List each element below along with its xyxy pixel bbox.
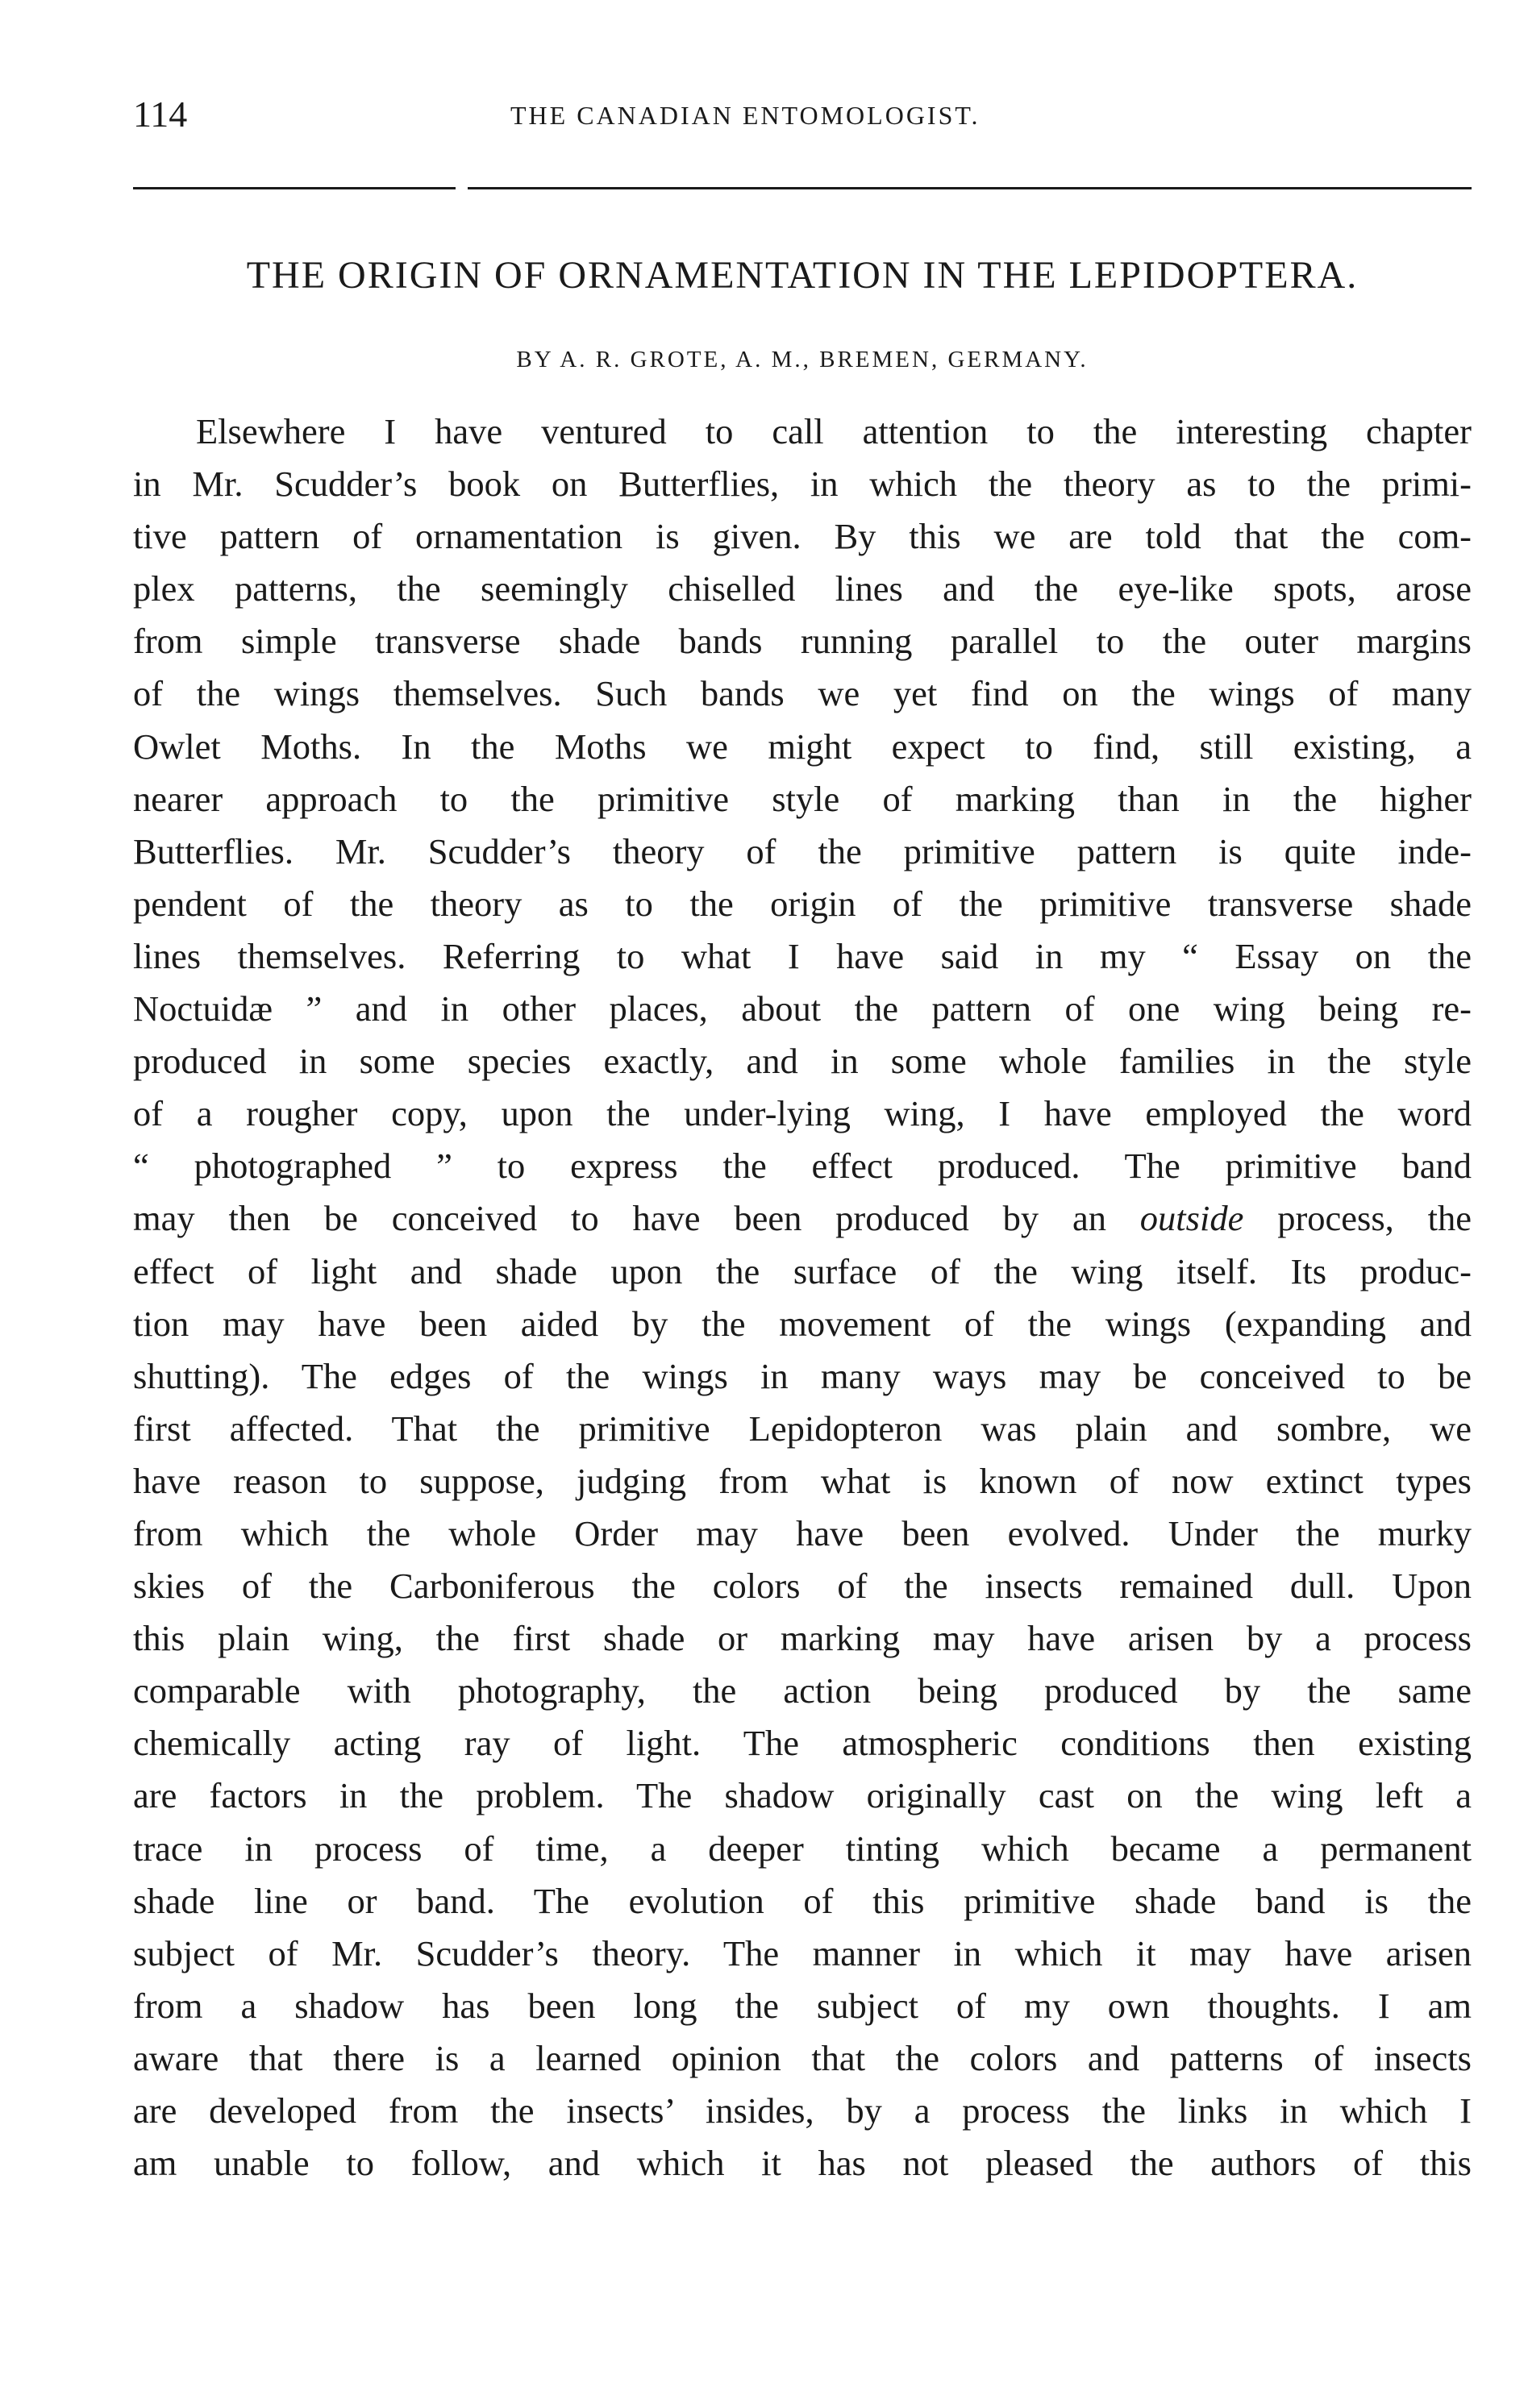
running-head	[133, 90, 1472, 147]
text-line: “ photographed ” to express the effect produced. The primitive band	[133, 1146, 1472, 1187]
text-line: shutting). The edges of the wings in many ways may be conceived to be	[133, 1355, 1472, 1396]
header-rule-right	[468, 187, 1472, 189]
page-number: 114	[133, 94, 188, 135]
article-body	[133, 405, 1472, 2190]
text-segment: process, the	[1243, 1198, 1472, 1239]
text-line: subject of Mr. Scudder’s theory. The manner in which it may have arisen	[133, 1932, 1472, 1973]
text-line: produced in some species exactly, and in some whole families in the style	[133, 1041, 1472, 1082]
text-line: of a rougher copy, upon the under-lying wing, I have employed the word	[133, 1093, 1472, 1134]
text-line: nearer approach to the primitive style of marking than in the higher	[133, 778, 1472, 819]
text-line: effect of light and shade upon the surface of the wing itself. Its produc-	[133, 1250, 1472, 1291]
text-line: in Mr. Scudder’s book on Butterflies, in which the theory as to the primi-	[133, 464, 1472, 505]
text-line: comparable with photography, the action being produced by the same	[133, 1670, 1472, 1711]
text-line: Butterflies. Mr. Scudder’s theory of the primitive pattern is quite inde-	[133, 830, 1472, 871]
text-line: am unable to follow, and which it has not pleased the authors of this	[133, 2143, 1472, 2184]
text-line: Elsewhere I have ventured to call attention to the interesting chapter	[196, 411, 1472, 451]
text-line: from simple transverse shade bands running parallel to the outer margins	[133, 621, 1472, 662]
text-line: shade line or band. The evolution of this primitive shade band is the	[133, 1880, 1472, 1921]
text-line: tive pattern of ornamentation is given. By this we are told that the com-	[133, 516, 1472, 557]
text-line: trace in process of time, a deeper tinting which became a permanent	[133, 1828, 1472, 1869]
text-line: from a shadow has been long the subject of my own thoughts. I am	[133, 1985, 1472, 2026]
text-line: have reason to suppose, judging from what is known of now extinct types	[133, 1460, 1472, 1501]
text-line: plex patterns, the seemingly chiselled lines and the eye-like spots, arose	[133, 568, 1472, 609]
journal-title: THE CANADIAN ENTOMOLOGIST.	[510, 101, 981, 130]
article-title: THE ORIGIN OF ORNAMENTATION IN THE LEPIDOPTERA.	[246, 254, 1359, 297]
header-rule-left	[133, 187, 456, 189]
text-line: from which the whole Order may have been evolved. Under the murky	[133, 1512, 1472, 1553]
text-line: chemically acting ray of light. The atmospheric conditions then existing	[133, 1723, 1472, 1764]
text-line	[133, 1192, 1472, 1245]
text-line: Noctuidæ ” and in other places, about the pattern of one wing being re-	[133, 988, 1472, 1029]
text-line: aware that there is a learned opinion that the colors and patterns of insects	[133, 2037, 1472, 2078]
text-line: lines themselves. Referring to what I have said in my “ Essay on the	[133, 935, 1472, 976]
article-byline: BY A. R. GROTE, A. M., BREMEN, GERMANY.	[516, 347, 1089, 372]
text-line: pendent of the theory as to the origin of the primitive transverse shade	[133, 883, 1472, 924]
text-line: of the wings themselves. Such bands we yet find on the wings of many	[133, 673, 1472, 714]
text-segment: may then be conceived to have been produced by an	[133, 1198, 1140, 1239]
text-line: Owlet Moths. In the Moths we might expect to find, still existing, a	[133, 726, 1472, 767]
text-line: skies of the Carboniferous the colors of the insects remained dull. Upon	[133, 1566, 1472, 1607]
text-line: first affected. That the primitive Lepidopteron was plain and sombre, we	[133, 1408, 1472, 1449]
text-line: are developed from the insects’ insides, by a process the links in which I	[133, 2090, 1472, 2131]
text-line: tion may have been aided by the movement of the wings (expanding and	[133, 1303, 1472, 1344]
italic-emphasis: outside	[1139, 1198, 1244, 1239]
text-line: this plain wing, the first shade or marking may have arisen by a process	[133, 1618, 1472, 1659]
text-line: are factors in the problem. The shadow originally cast on the wing left a	[133, 1775, 1472, 1816]
